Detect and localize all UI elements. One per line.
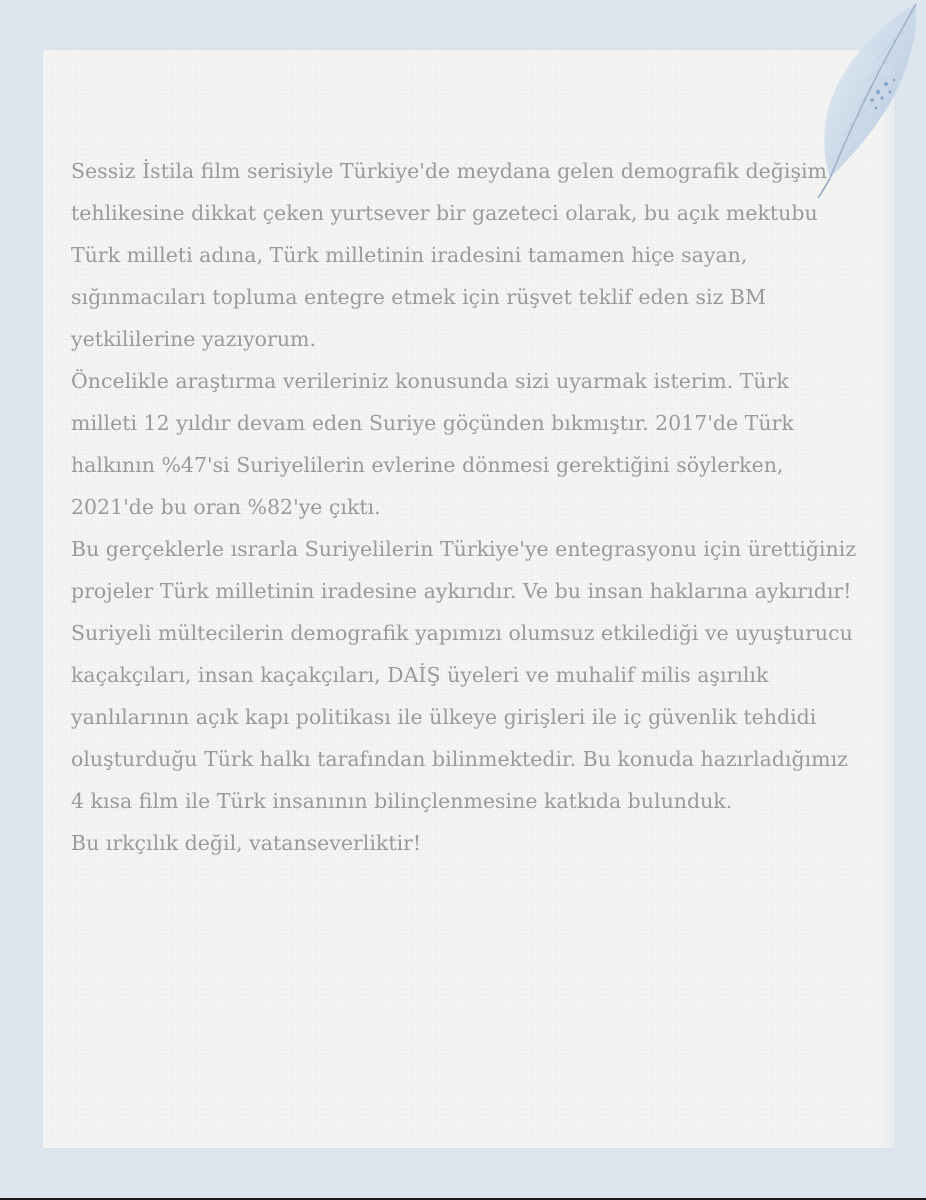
letter-paragraph-1: Sessiz İstila film serisiyle Türkiye'de meydana gelen demografik değişim tehlikesine dikkat çeken yurtsever bir gazeteci olarak, bu açık mektubu Türk milleti adına, Türk milletinin iradesini tamamen hiçe sayan, sığınmacıları topluma entegre etmek için rüşvet teklif eden siz BM yetkililerine yazıyorum. <box>71 159 827 351</box>
letter-paragraph-4: Suriyeli mültecilerin demografik yapımızı olumsuz etkilediği ve uyuşturucu kaçakçıları, insan kaçakçıları, DAİŞ üyeleri ve muhalif milis aşırılık yanlılarının açık kapı politikası ile ülkeye girişleri ile iç güvenlik tehdidi oluşturduğu Türk halkı tarafından bilinmektedir. Bu konuda hazırladığımız 4 kısa film ile Türk insanının bilinçlenmesine katkıda bulunduk. <box>71 621 853 813</box>
feather-icon <box>766 0 926 200</box>
letter-body <box>71 150 861 864</box>
paper-torn-edge <box>881 50 895 1148</box>
letter-paragraph-2: Öncelikle araştırma verileriniz konusunda sizi uyarmak isterim. Türk milleti 12 yıldır devam eden Suriye göçünden bıkmıştır. 2017'de Türk halkının %47'si Suriyelilerin evlerine dönmesi gerektiğini söylerken, 2021'de bu oran %82'ye çıktı. <box>71 369 794 519</box>
letter-paragraph-5: Bu ırkçılık değil, vatanseverliktir! <box>71 831 422 855</box>
letter-paragraph-3: Bu gerçeklerle ısrarla Suriyelilerin Türkiye'ye entegrasyonu için ürettiğiniz projeler Türk milletinin iradesine aykırıdır. Ve bu insan haklarına aykırıdır! <box>71 537 857 603</box>
letter-paper <box>43 50 895 1148</box>
